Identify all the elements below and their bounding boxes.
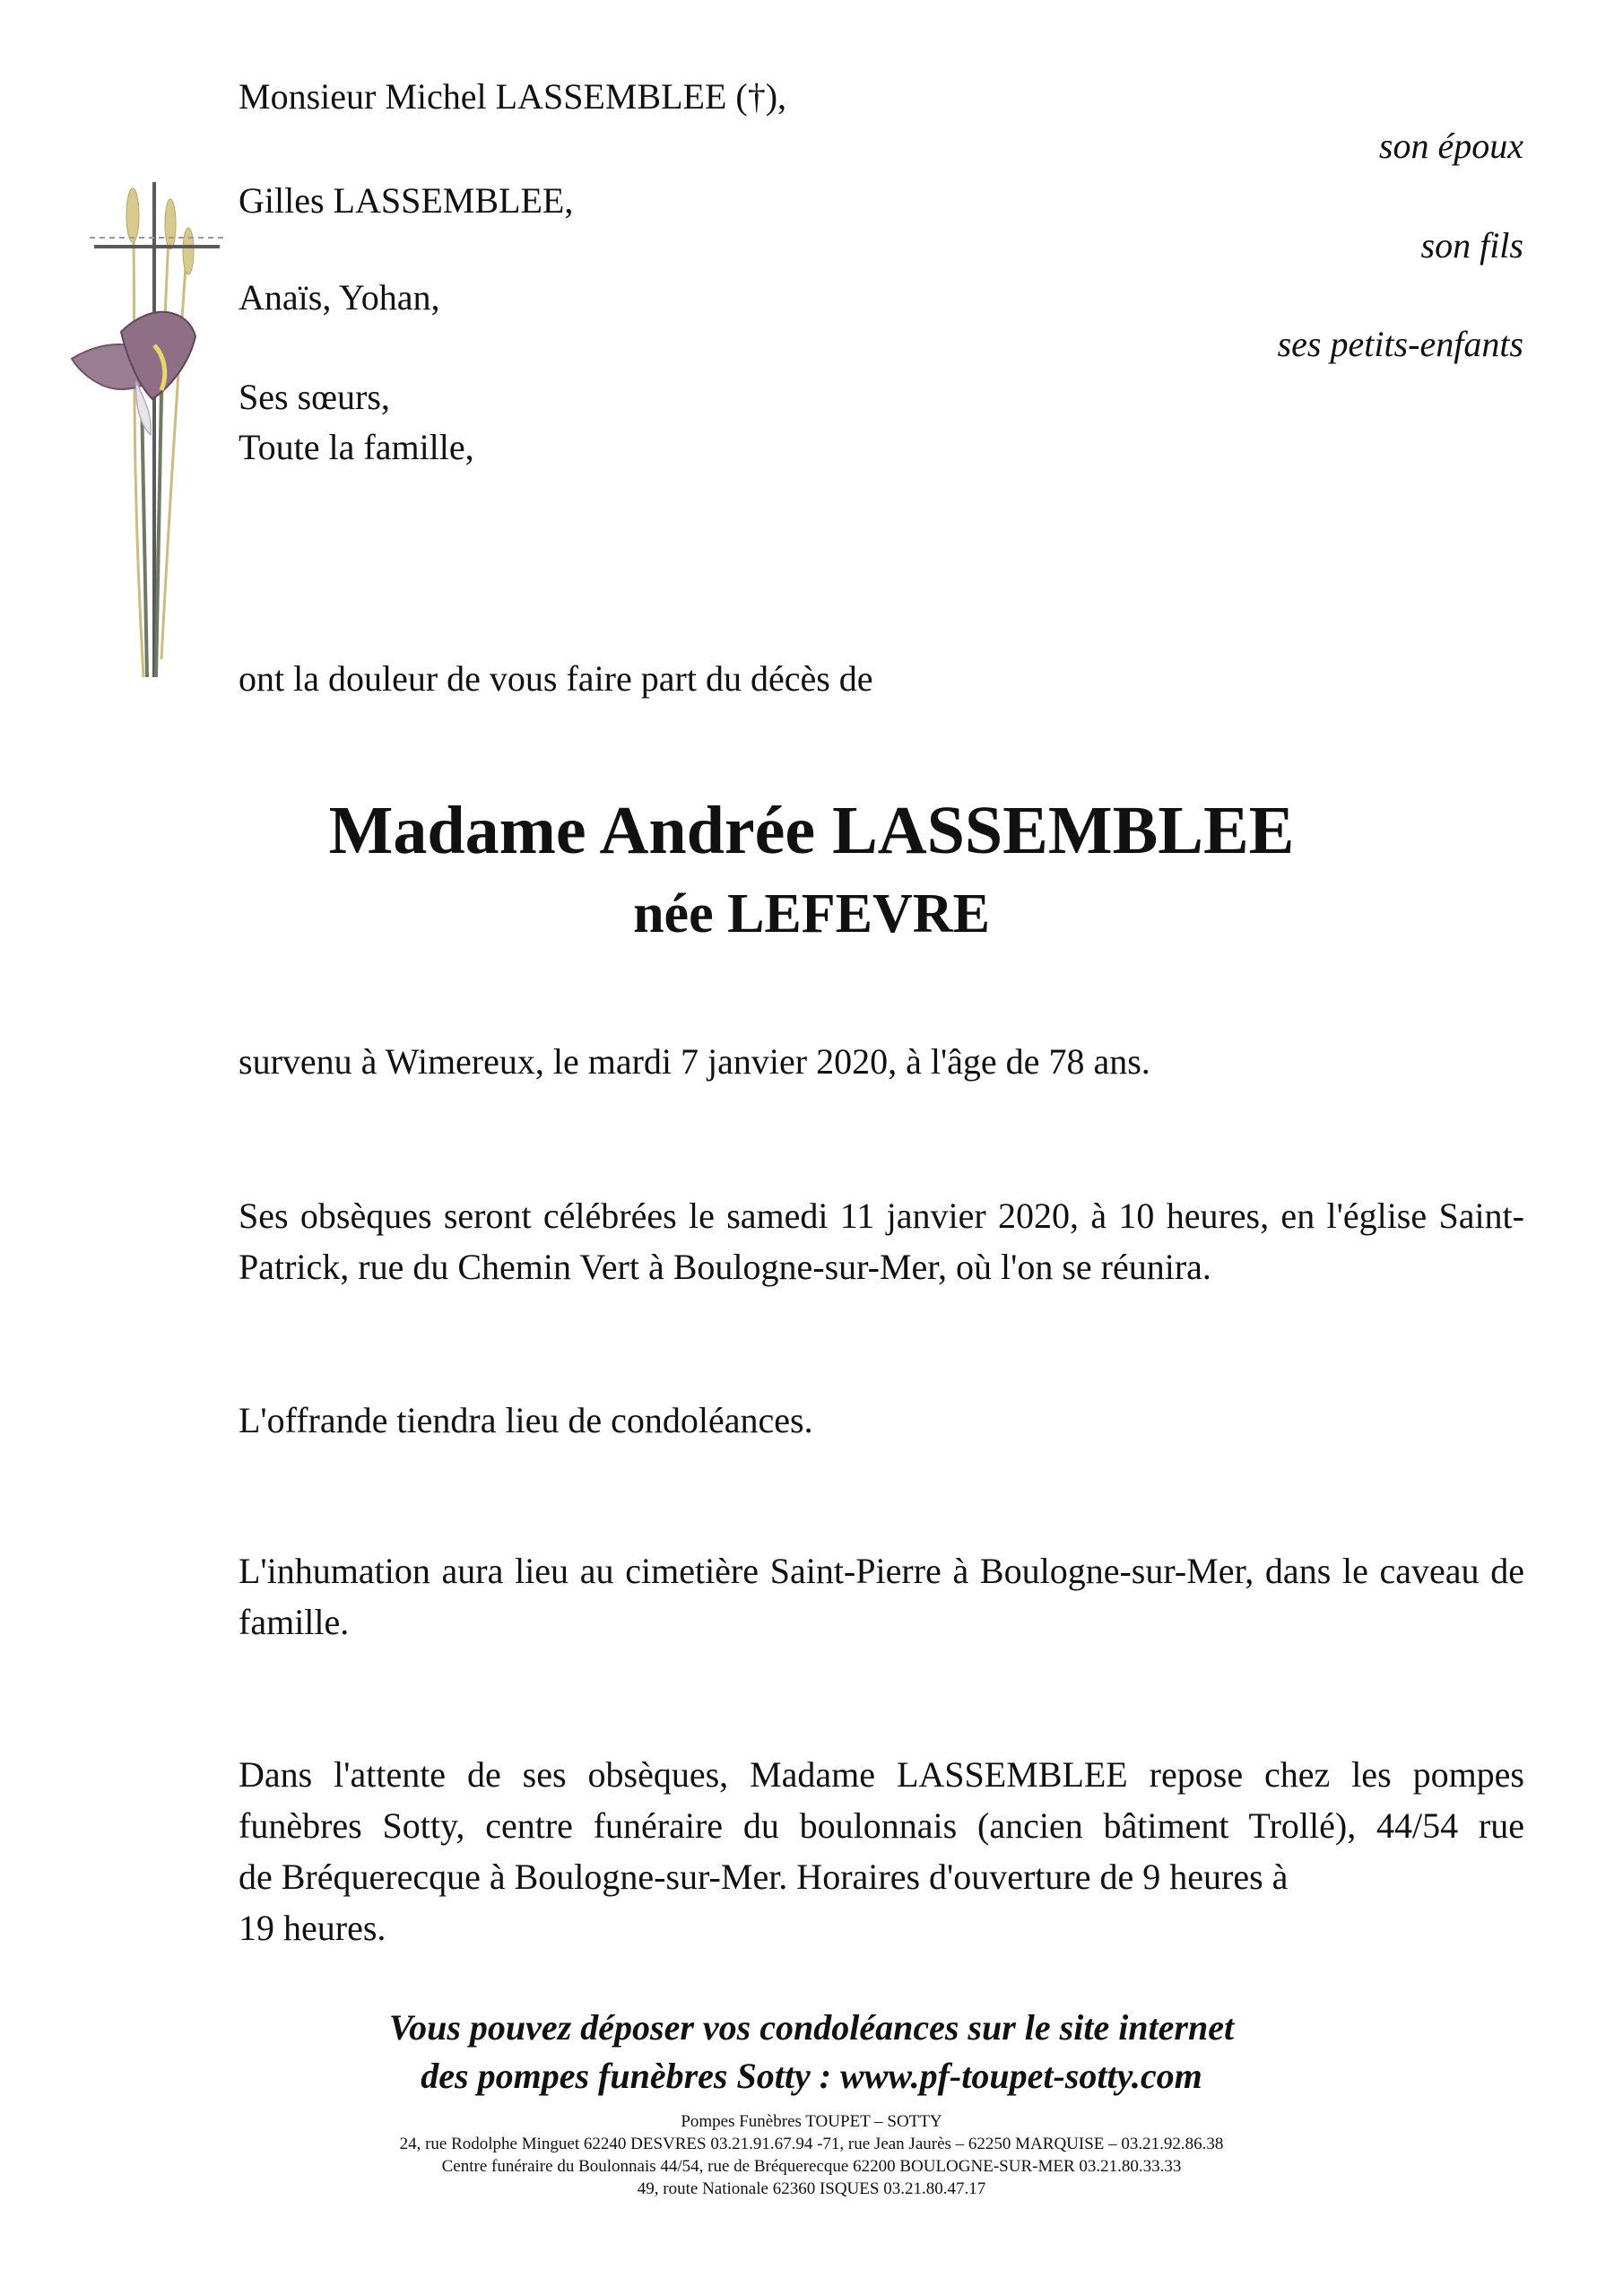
funeral-details: Ses obsèques seront célébrées le samedi 11 janvier 2020, à 10 heures, en l'église Saint-Patrick, rue du Chemin Vert à Boulogne-sur-Mer, où l'on se réunira. xyxy=(239,1196,1524,1287)
family-line-family: Toute la famille, xyxy=(239,427,474,467)
condolences-notice xyxy=(0,2004,1623,2100)
offering-text: L'offrande tiendra lieu de condoléances. xyxy=(239,1400,813,1440)
announcement-text: ont la douleur de vous faire part du décès de xyxy=(239,658,873,699)
burial-details: L'inhumation aura lieu au cimetière Saint-Pierre à Boulogne-sur-Mer, dans le caveau de famille. xyxy=(239,1551,1524,1642)
condolences-line-1: Vous pouvez déposer vos condoléances sur le site internet xyxy=(388,2007,1235,2048)
relation-husband: son époux xyxy=(1378,126,1523,166)
repose-line-4: 19 heures. xyxy=(239,1908,386,1948)
footer-address-boulogne: Centre funéraire du Boulonnais 44/54, rue de Bréquerecque 62200 BOULOGNE-SUR-MER 03.21.80.33.33 xyxy=(441,2157,1182,2176)
family-line-grandchildren: Anaïs, Yohan, xyxy=(239,277,440,317)
repose-line-2: funèbres Sotty, centre funéraire du boulonnais (ancien bâtiment Trollé), 44/54 rue xyxy=(239,1805,1524,1846)
repose-line-1: Dans l'attente de ses obsèques, Madame LASSEMBLEE repose chez les pompes xyxy=(239,1754,1524,1795)
footer-address-isques: 49, route Nationale 62360 ISQUES 03.21.80.47.17 xyxy=(637,2179,986,2198)
footer-address-desvres-marquise: 24, rue Rodolphe Minguet 62240 DESVRES 03.21.91.67.94 -71, rue Jean Jaurès – 62250 MARQUISE – 03.21.92.86.38 xyxy=(399,2135,1224,2153)
death-details: survenu à Wimereux, le mardi 7 janvier 2020, à l'âge de 78 ans. xyxy=(239,1041,1150,1082)
family-line-sisters: Ses sœurs, xyxy=(239,377,390,417)
funeral-home-footer xyxy=(0,2110,1623,2200)
deceased-maiden-name: née LEFEVRE xyxy=(633,883,990,944)
relation-grandchildren: ses petits-enfants xyxy=(1277,324,1523,364)
family-line-son: Gilles LASSEMBLEE, xyxy=(239,180,574,221)
repose-line-3: de Bréquerecque à Boulogne-sur-Mer. Horaires d'ouverture de 9 heures à xyxy=(239,1857,1289,1897)
deceased-name: Madame Andrée LASSEMBLEE xyxy=(328,793,1295,868)
condolences-line-2: des pompes funèbres Sotty : www.pf-toupet-sotty.com xyxy=(421,2056,1202,2096)
relation-son: son fils xyxy=(1420,225,1523,265)
family-line-husband: Monsieur Michel LASSEMBLEE (†), xyxy=(239,76,787,117)
footer-company-name: Pompes Funèbres TOUPET – SOTTY xyxy=(681,2112,942,2131)
cross-lily-illustration xyxy=(54,175,233,686)
repose-details xyxy=(239,1749,1524,1953)
